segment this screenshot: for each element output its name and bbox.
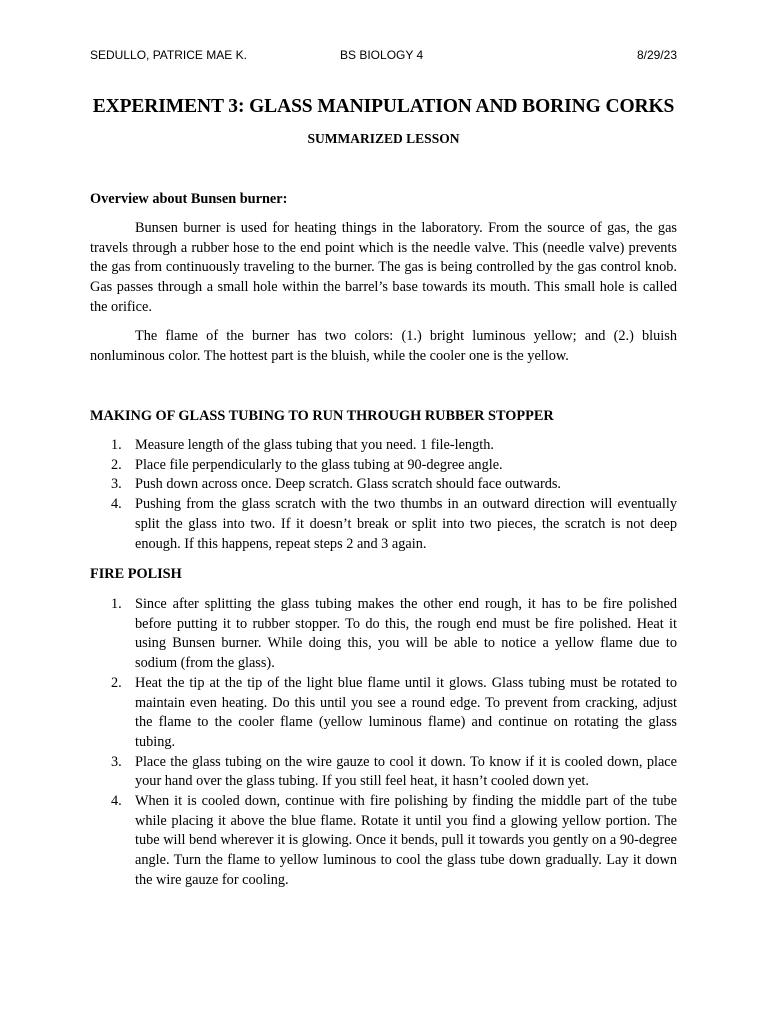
list-item [90, 674, 677, 753]
date-label: 8/29/23 [636, 48, 677, 62]
overview-heading: Overview about Bunsen burner: [90, 191, 288, 207]
list-item [90, 475, 677, 495]
step-number: 2. [111, 456, 122, 473]
course-label: BS BIOLOGY 4 [340, 48, 424, 62]
step-number: 4. [111, 496, 122, 513]
document-title: EXPERIMENT 3: GLASS MANIPULATION AND BORING CORKS [92, 96, 675, 117]
step-text: When it is cooled down, continue with fire polishing by finding the middle part of the tube while placing it above the blue flame. Rotate it until you find a glowing yellow portion. The tube will bend wherever it is glowing. Once it bends, pull it towards you gently on a 90-degree angle. Turn the flame to yellow luminous to cool the glass tube down gradually. Lay it down the wire gauze for cooling. [135, 793, 677, 888]
step-number: 1. [111, 596, 122, 612]
list-item [90, 436, 677, 456]
glass-tubing-steps [90, 436, 677, 554]
list-item [90, 595, 677, 674]
step-number: 3. [111, 476, 122, 493]
step-text: Push down across once. Deep scratch. Glass scratch should face outwards. [135, 476, 562, 493]
step-number: 3. [111, 753, 122, 770]
overview-paragraph-1: Bunsen burner is used for heating things in the laboratory. From the source of gas, the gas travels through a rubber hose to the end point which is the needle valve. This (needle valve) prevents the gas from continuously traveling to the burner. The gas is being controlled by the gas control knob. Gas passes through a small hole within the barrel’s base towards its mouth. This small hole is called the orifice. [90, 220, 677, 315]
page-header [90, 46, 677, 64]
step-text: Heat the tip at the tip of the light blue flame until it glows. Glass tubing must be rotated to maintain even heating. Do this until you see a round edge. To prevent from cracking, adjust the flame to the cooler flame (yellow luminous flame) and continue on rotating the glass tubing. [135, 674, 677, 750]
step-number: 1. [111, 437, 122, 453]
overview-paragraph-2: The flame of the burner has two colors: (1.) bright luminous yellow; and (2.) bluish nonluminous color. The hottest part is the bluish, while the cooler one is the yellow. [90, 328, 677, 364]
step-number: 4. [111, 793, 122, 810]
document-subtitle: SUMMARIZED LESSON [307, 131, 460, 146]
student-name: SEDULLO, PATRICE MAE K. [90, 48, 247, 62]
step-text: Place the glass tubing on the wire gauze to cool it down. To know if it is cooled down, place your hand over the glass tubing. If you still feel heat, it hasn’t cooled down yet. [135, 753, 677, 790]
step-text: Place file perpendicularly to the glass tubing at 90-degree angle. [135, 456, 503, 473]
list-item [90, 753, 677, 792]
step-text: Since after splitting the glass tubing makes the other end rough, it has to be fire polished before putting it to rubber stopper. To do this, the rough end must be fire polished. Heat it using Bunsen burner. While doing this, you will be able to notice a yellow flame due to sodium (from the glass). [135, 596, 677, 672]
glass-tubing-heading: MAKING OF GLASS TUBING TO RUN THROUGH RUBBER STOPPER [90, 408, 554, 424]
step-text: Measure length of the glass tubing that you need. 1 file-length. [135, 437, 494, 453]
fire-polish-steps [90, 595, 677, 891]
list-item [90, 456, 677, 476]
fire-polish-heading: FIRE POLISH [90, 566, 182, 582]
list-item [90, 792, 677, 891]
step-text: Pushing from the glass scratch with the two thumbs in an outward direction will eventually split the glass into two. If it doesn’t break or split into two pieces, the scratch is not deep enough. If this happens, repeat steps 2 and 3 again. [135, 496, 677, 552]
step-number: 2. [111, 674, 122, 691]
list-item [90, 495, 677, 554]
